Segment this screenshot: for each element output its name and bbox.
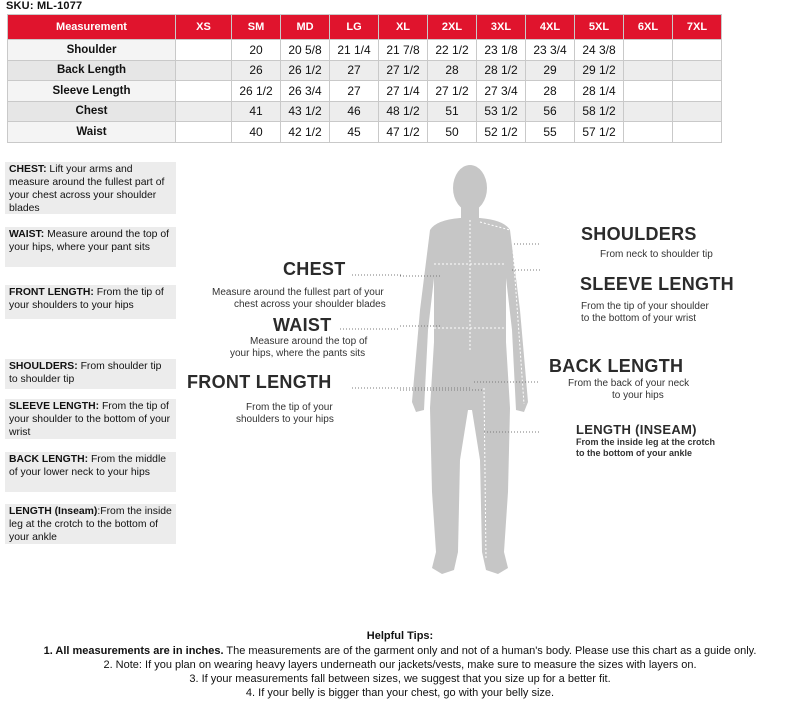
row-label: Sleeve Length [8,81,176,102]
sku-label: SKU: ML-1077 [6,0,83,12]
instruction-text: From the tip of your shoulders to your hips [9,287,164,311]
tip-item: 3. If your measurements fall between sizes, we suggest that you size up for a better fit. [189,673,611,685]
table-cell: 26 1/2 [232,81,281,102]
table-cell: 55 [526,122,575,143]
table-cell [673,60,722,81]
front-length-description [236,402,376,426]
tip-item [0,644,800,658]
table-cell: 46 [330,101,379,122]
waist-heading: WAIST [273,315,332,335]
instruction-text: :From the inside leg at the crotch to the bottom of your ankle [9,506,172,543]
header-cell: SM [232,15,281,40]
sleeve-length-heading: SLEEVE LENGTH [580,274,734,294]
instruction-sleeve-length [5,399,176,439]
table-row [8,101,722,122]
header-cell: Measurement [8,15,176,40]
instruction-waist [5,227,176,267]
row-label: Waist [8,122,176,143]
table-cell [673,40,722,61]
body-silhouette [400,160,540,588]
header-cell: MD [281,15,330,40]
front-length-leader [352,386,472,390]
table-cell: 42 1/2 [281,122,330,143]
table-cell [624,81,673,102]
table-cell: 20 5/8 [281,40,330,61]
table-cell: 27 [330,81,379,102]
table-header-row [8,15,722,40]
chest-desc-line: chest across your shoulder blades [234,299,386,310]
sleeve-length-description [581,301,751,325]
instruction-shoulders [5,359,176,389]
row-label: Shoulder [8,40,176,61]
tips-title: Helpful Tips: [366,630,434,642]
table-cell: 53 1/2 [477,101,526,122]
waist-leader [340,327,400,331]
table-cell: 26 1/2 [281,60,330,81]
tip-text: The measurements are of the garment only and not of a human's body. Please use this chart as a guide only. [223,645,757,657]
instruction-text: Lift your arms and measure around the fullest part of your chest across your shoulder blades [9,164,165,214]
inseam-desc-line: to the bottom of your ankle [576,448,692,458]
table-row [8,40,722,61]
back-length-heading: BACK LENGTH [549,356,684,376]
header-cell: 4XL [526,15,575,40]
table-cell [624,122,673,143]
front-length-desc-line: shoulders to your hips [236,414,334,425]
instruction-back-length [5,452,176,492]
shoulders-heading: SHOULDERS [581,224,697,244]
table-cell: 52 1/2 [477,122,526,143]
table-row [8,122,722,143]
header-cell: XL [379,15,428,40]
table-cell: 51 [428,101,477,122]
table-cell: 28 [526,81,575,102]
instruction-text: From the middle of your lower neck to your hips [9,454,167,478]
table-cell: 50 [428,122,477,143]
table-cell [176,60,232,81]
table-cell [176,122,232,143]
front-length-desc-line: From the tip of your [246,402,333,413]
sleeve-length-desc-line: to the bottom of your wrist [581,313,697,324]
inseam-heading: LENGTH (INSEAM) [576,422,697,437]
table-cell: 40 [232,122,281,143]
instruction-term: SLEEVE LENGTH: [9,401,100,412]
instruction-text: Measure around the top of your hips, where your pant sits [9,229,169,253]
size-chart-table [7,14,722,143]
table-cell [176,40,232,61]
table-row [8,81,722,102]
instruction-term: WAIST: [9,229,45,240]
table-cell: 26 [232,60,281,81]
row-label: Chest [8,101,176,122]
table-cell: 58 1/2 [575,101,624,122]
instruction-term: BACK LENGTH: [9,454,89,465]
table-cell: 22 1/2 [428,40,477,61]
instruction-term: LENGTH (Inseam) [9,506,98,517]
header-cell: LG [330,15,379,40]
table-cell: 21 1/4 [330,40,379,61]
table-cell: 45 [330,122,379,143]
header-cell: 7XL [673,15,722,40]
table-cell: 23 1/8 [477,40,526,61]
table-cell: 21 7/8 [379,40,428,61]
header-cell: 6XL [624,15,673,40]
tip-bold: 1. All measurements are in inches. [43,645,224,657]
back-length-desc-line: to your hips [612,390,664,401]
table-cell: 56 [526,101,575,122]
table-cell: 43 1/2 [281,101,330,122]
header-cell: 3XL [477,15,526,40]
waist-description [230,336,410,360]
table-cell: 20 [232,40,281,61]
inseam-desc-line: From the inside leg at the crotch [576,437,716,447]
header-cell: 5XL [575,15,624,40]
table-cell [624,40,673,61]
table-cell: 23 3/4 [526,40,575,61]
table-cell: 29 [526,60,575,81]
inseam-description [576,437,746,459]
table-row [8,60,722,81]
table-cell: 27 1/2 [428,81,477,102]
table-cell: 28 1/4 [575,81,624,102]
instruction-text: From the tip of your shoulder to the bottom of your wrist [9,401,171,438]
table-cell: 27 [330,60,379,81]
table-cell: 48 1/2 [379,101,428,122]
table-cell [624,101,673,122]
table-cell [673,122,722,143]
table-cell: 47 1/2 [379,122,428,143]
table-cell: 27 3/4 [477,81,526,102]
header-cell: XS [176,15,232,40]
instruction-inseam [5,504,176,544]
table-cell: 27 1/2 [379,60,428,81]
sleeve-length-desc-line: From the tip of your shoulder [581,301,709,312]
helpful-tips [0,630,800,700]
row-label: Back Length [8,60,176,81]
tip-item: 2. Note: If you plan on wearing heavy layers underneath our jackets/vests, make sure to measure the sizes with layers on. [103,659,697,671]
chest-heading: CHEST [283,259,346,279]
table-cell: 24 3/8 [575,40,624,61]
back-length-desc-line: From the back of your neck [568,378,690,389]
table-cell [176,81,232,102]
table-cell [673,81,722,102]
shoulders-description: From neck to shoulder tip [600,249,713,260]
waist-desc-line: Measure around the top of [250,336,368,347]
table-cell [176,101,232,122]
tip-item: 4. If your belly is bigger than your chest, go with your belly size. [245,687,555,699]
instruction-chest [5,162,176,214]
table-cell [673,101,722,122]
chest-leader [352,273,402,277]
table-cell: 41 [232,101,281,122]
table-cell: 27 1/4 [379,81,428,102]
header-cell: 2XL [428,15,477,40]
front-length-heading: FRONT LENGTH [187,372,332,392]
chest-description [212,287,412,311]
chest-desc-line: Measure around the fullest part of your [212,287,384,298]
back-length-description [568,378,718,402]
table-cell: 57 1/2 [575,122,624,143]
table-cell [624,60,673,81]
table-cell: 28 1/2 [477,60,526,81]
table-cell: 29 1/2 [575,60,624,81]
table-cell: 26 3/4 [281,81,330,102]
table-cell: 28 [428,60,477,81]
instruction-front-length [5,285,176,319]
waist-desc-line: your hips, where the pants sits [230,348,366,359]
instruction-term: FRONT LENGTH: [9,287,94,298]
instruction-term: CHEST: [9,164,47,175]
instruction-term: SHOULDERS: [9,361,78,372]
instruction-text: From shoulder tip to shoulder tip [9,361,162,385]
